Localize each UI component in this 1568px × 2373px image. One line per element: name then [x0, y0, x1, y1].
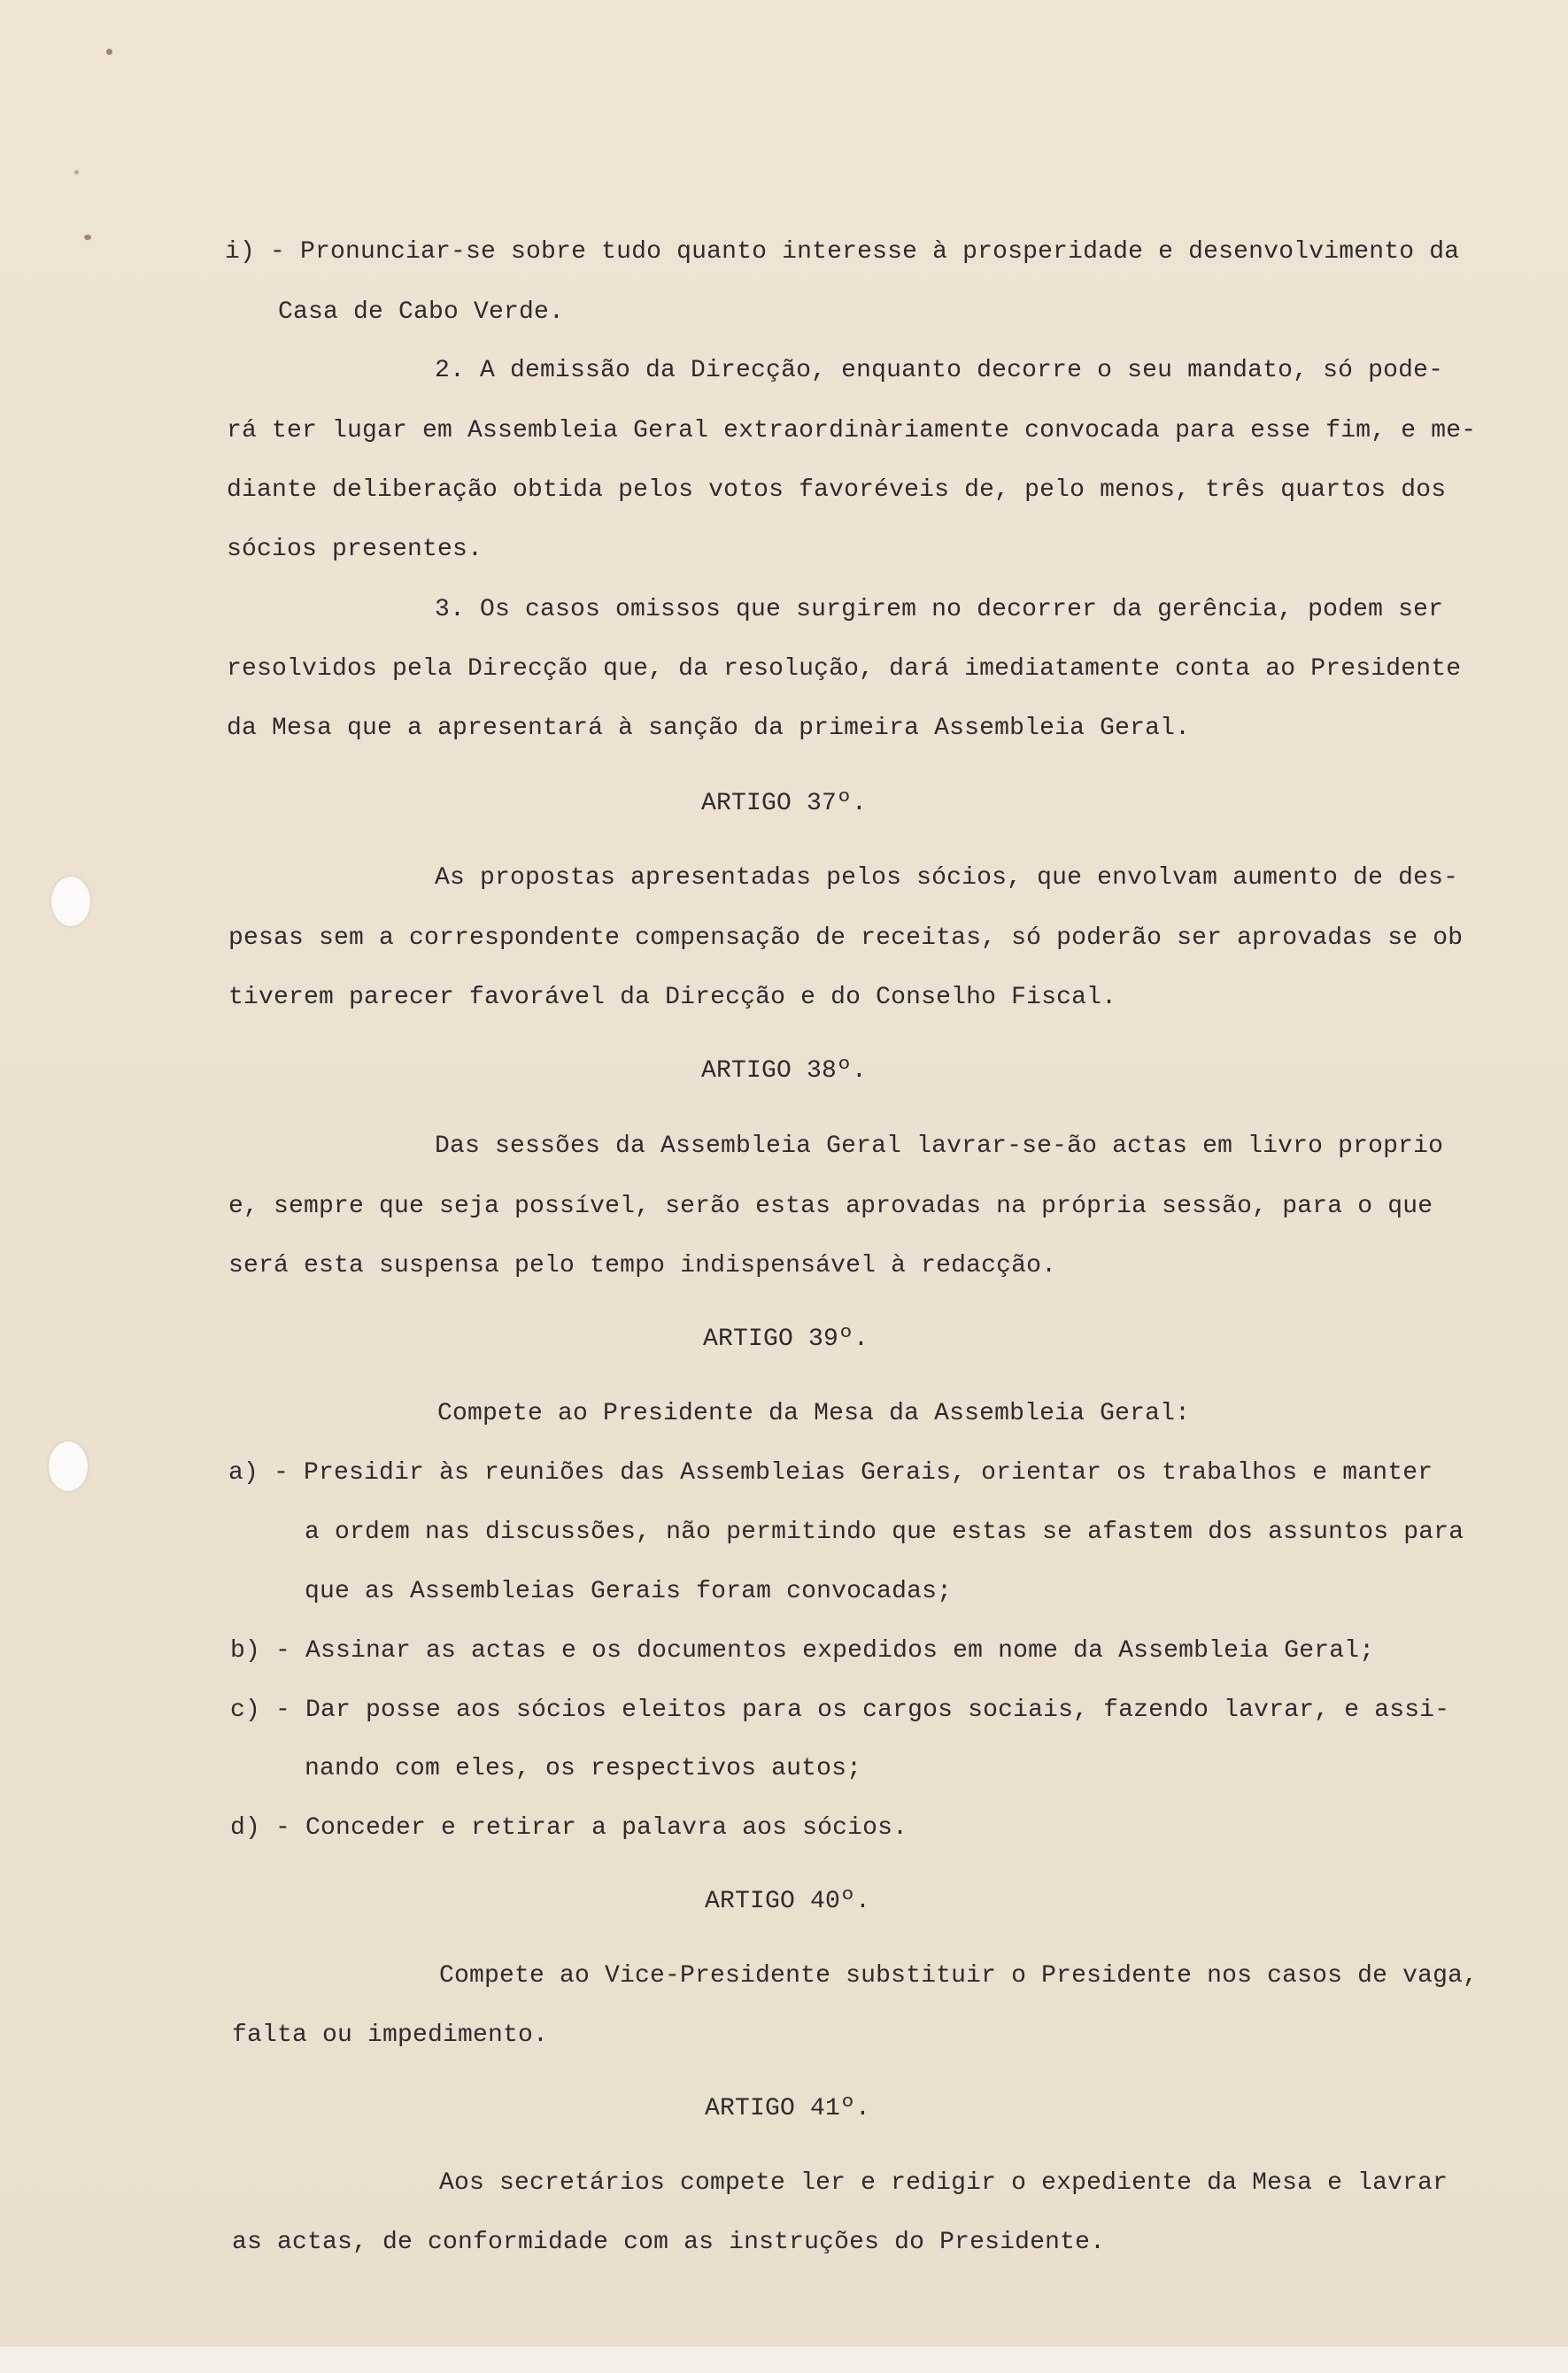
paper-stain [106, 49, 112, 55]
text-line: as actas, de conformidade com as instruções do Presidente. [232, 2229, 1106, 2256]
text-line: Compete ao Presidente da Mesa da Assembleia Geral: [437, 1400, 1191, 1427]
text-line: Compete ao Vice-Presidente substituir o Presidente nos casos de vaga, [439, 1962, 1479, 1990]
text-line: rá ter lugar em Assembleia Geral extraordinàriamente convocada para esse fim, e me- [227, 417, 1477, 444]
list-item-continuation: que as Assembleias Gerais foram convocadas; [305, 1578, 953, 1605]
text-line: 2. A demissão da Direcção, enquanto decorre o seu mandato, só pode- [435, 357, 1444, 384]
text-line: diante deliberação obtida pelos votos favoréveis de, pelo menos, três quartos dos [227, 476, 1447, 504]
article-heading: ARTIGO 39º. [703, 1326, 869, 1353]
article-heading: ARTIGO 37º. [701, 790, 868, 817]
text-line: resolvidos pela Direcção que, da resolução, dará imediatamente conta ao Presidente [227, 655, 1462, 683]
text-line: pesas sem a correspondente compensação de receitas, só poderão ser aprovadas se ob [228, 924, 1464, 952]
text-line: tiverem parecer favorável da Direcção e do Conselho Fiscal. [228, 984, 1117, 1011]
list-item: b) - Assinar as actas e os documentos expedidos em nome da Assembleia Geral; [230, 1637, 1375, 1665]
list-item: c) - Dar posse aos sócios eleitos para os cargos sociais, fazendo lavrar, e assi- [230, 1697, 1450, 1724]
paper-stain [74, 170, 79, 174]
punch-hole [49, 1442, 88, 1491]
text-line: e, sempre que seja possível, serão estas aprovadas na própria sessão, para o que [228, 1193, 1433, 1220]
text-line: falta ou impedimento. [232, 2021, 549, 2049]
list-item-continuation: nando com eles, os respectivos autos; [305, 1755, 862, 1782]
punch-hole [51, 877, 90, 926]
article-heading: ARTIGO 38º. [701, 1057, 868, 1085]
text-line: As propostas apresentadas pelos sócios, que envolvam aumento de des- [435, 864, 1459, 892]
text-line: sócios presentes. [227, 536, 483, 563]
text-line: Das sessões da Assembleia Geral lavrar-se-ão actas em livro proprio [435, 1132, 1444, 1160]
article-heading: ARTIGO 40º. [705, 1888, 871, 1915]
list-item: d) - Conceder e retirar a palavra aos sócios. [230, 1814, 908, 1842]
list-item: a) - Presidir às reuniões das Assembleias Gerais, orientar os trabalhos e manter [228, 1459, 1433, 1487]
page-edge [0, 2346, 1568, 2373]
article-heading: ARTIGO 41º. [705, 2095, 871, 2122]
text-line: da Mesa que a apresentará à sanção da primeira Assembleia Geral. [227, 715, 1191, 742]
text-line: 3. Os casos omissos que surgirem no decorrer da gerência, podem ser [435, 596, 1444, 623]
text-line: Casa de Cabo Verde. [278, 298, 565, 326]
paper-stain [84, 235, 91, 240]
text-line: será esta suspensa pelo tempo indispensável à redacção. [228, 1252, 1057, 1279]
text-line: Aos secretários compete ler e redigir o expediente da Mesa e lavrar [439, 2169, 1448, 2197]
text-line: i) - Pronunciar-se sobre tudo quanto interesse à prosperidade e desenvolvimento da [225, 238, 1460, 266]
list-item-continuation: a ordem nas discussões, não permitindo que estas se afastem dos assuntos para [305, 1519, 1464, 1546]
